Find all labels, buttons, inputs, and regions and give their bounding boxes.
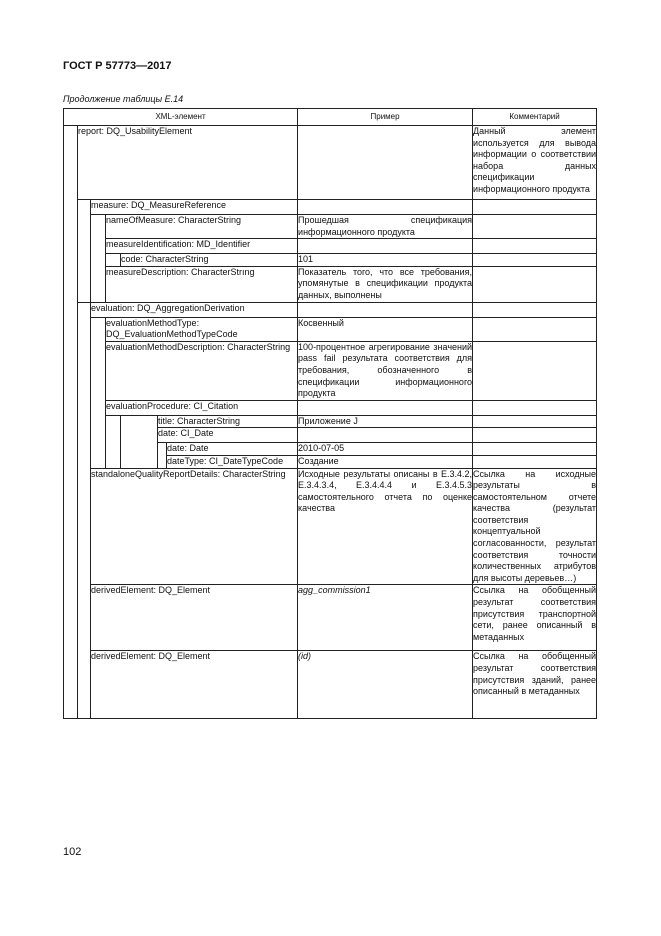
table-row (64, 468, 597, 585)
xml-element-cell: date: Date (167, 443, 298, 456)
example-cell: 100-процентное агрегирование значений pass fail результата соответствия для требования, обозначенного в спецификации информационного продукта (298, 341, 473, 400)
table-row (64, 585, 597, 651)
example-cell: 2010-07-05 (298, 443, 473, 456)
example-cell (298, 126, 473, 200)
comment-cell (473, 341, 597, 400)
xml-element-cell: measure: DQ_MeasureReference (91, 200, 298, 215)
indent-cell (64, 585, 78, 651)
indent-cell (106, 455, 121, 468)
example-cell: Прошедшая спецификация информационного продукта (298, 215, 473, 239)
table-row (64, 266, 597, 302)
xml-element-cell: measureDescription: CharacterStrıng (106, 266, 298, 302)
indent-cell (106, 415, 121, 428)
indent-cell (64, 651, 78, 719)
indent-cell (78, 415, 91, 428)
comment-cell (473, 200, 597, 215)
comment-cell (473, 266, 597, 302)
comment-cell (473, 415, 597, 428)
indent-cell (78, 651, 91, 719)
column-header-example: Пример (298, 109, 473, 126)
column-header-xml-element: XML-элемент (64, 109, 298, 126)
table-row (64, 455, 597, 468)
indent-cell (91, 266, 106, 302)
indent-cell (78, 341, 91, 400)
xml-element-cell: report: DQ_UsabilityElement (78, 126, 298, 200)
indent-cell (121, 443, 158, 456)
column-header-comment: Комментарий (473, 109, 597, 126)
indent-cell (158, 455, 167, 468)
indent-cell (91, 239, 106, 254)
indent-cell (64, 215, 78, 239)
example-cell (298, 400, 473, 415)
indent-cell (64, 415, 78, 428)
comment-cell: Ссылка на обобщенный результат соответствия присутствия транспортной сети, ранее описанный в метаданных (473, 585, 597, 651)
example-cell: (id) (298, 651, 473, 719)
table-row (64, 302, 597, 317)
page-number: 102 (63, 846, 82, 858)
indent-cell (121, 455, 158, 468)
table-row (64, 651, 597, 719)
table-row (64, 400, 597, 415)
document-header: ГОСТ Р 57773—2017 (63, 60, 172, 72)
xml-element-cell: nameOfMeasure: CharacterString (106, 215, 298, 239)
indent-cell (78, 455, 91, 468)
comment-cell (473, 239, 597, 254)
indent-cell (121, 428, 158, 443)
comment-cell: Данный элемент используется для вывода информации о соответствии набора данных спецификации информационного продукта (473, 126, 597, 200)
example-cell: Создание (298, 455, 473, 468)
indent-cell (64, 341, 78, 400)
comment-cell: Ссылка на исходные результаты в самостоятельном отчете качества (результат соответствия концептуальной согласованности, результат соответствия точности количественных атрибутов для высоты деревьев…) (473, 468, 597, 585)
table-row (64, 317, 597, 341)
indent-cell (78, 317, 91, 341)
table-row (64, 239, 597, 254)
example-cell: 101 (298, 254, 473, 267)
xml-element-cell: title: CharacterString (158, 415, 298, 428)
example-cell: agg_commission1 (298, 585, 473, 651)
comment-cell (473, 215, 597, 239)
indent-cell (158, 443, 167, 456)
indent-cell (78, 239, 91, 254)
indent-cell (64, 400, 78, 415)
indent-cell (121, 415, 158, 428)
xml-element-cell: evaluationMethodType: DQ_EvaluationMethodTypeCode (106, 317, 298, 341)
indent-cell (106, 443, 121, 456)
indent-cell (64, 317, 78, 341)
table-row (64, 443, 597, 456)
example-cell: Косвенный (298, 317, 473, 341)
table-row (64, 341, 597, 400)
xml-element-table (63, 108, 597, 719)
indent-cell (64, 239, 78, 254)
comment-cell (473, 443, 597, 456)
table-row (64, 200, 597, 215)
xml-element-cell: date: CI_Date (158, 428, 298, 443)
comment-cell (473, 254, 597, 267)
xml-element-cell: measureIdentification: MD_Identifier (106, 239, 298, 254)
indent-cell (64, 126, 78, 200)
comment-cell (473, 400, 597, 415)
indent-cell (78, 400, 91, 415)
indent-cell (78, 428, 91, 443)
table-row (64, 254, 597, 267)
indent-cell (78, 302, 91, 317)
indent-cell (64, 468, 78, 585)
xml-element-cell: standaloneQualityReportDetails: CharacterString (91, 468, 298, 585)
xml-element-cell: dateType: CI_DateTypeCode (167, 455, 298, 468)
xml-element-cell: derivedElement: DQ_Element (91, 585, 298, 651)
table-header-row (64, 109, 597, 126)
indent-cell (91, 254, 106, 267)
indent-cell (91, 455, 106, 468)
indent-cell (91, 400, 106, 415)
indent-cell (91, 415, 106, 428)
indent-cell (64, 302, 78, 317)
indent-cell (64, 428, 78, 443)
indent-cell (106, 428, 121, 443)
xml-element-cell: evaluation: DQ_AggregationDerivation (91, 302, 298, 317)
table-row (64, 126, 597, 200)
comment-cell (473, 428, 597, 443)
indent-cell (78, 200, 91, 215)
comment-cell (473, 455, 597, 468)
example-cell: Приложение J (298, 415, 473, 428)
table-row (64, 215, 597, 239)
indent-cell (78, 585, 91, 651)
comment-cell: Ссылка на обобщенный результат соответствия присутствия зданий, ранее описанный в метаданных (473, 651, 597, 719)
indent-cell (78, 266, 91, 302)
example-cell (298, 239, 473, 254)
indent-cell (64, 254, 78, 267)
comment-cell (473, 302, 597, 317)
indent-cell (78, 215, 91, 239)
xml-element-cell: evaluationProcedure: CI_Citation (106, 400, 298, 415)
indent-cell (78, 443, 91, 456)
table-row (64, 428, 597, 443)
indent-cell (91, 443, 106, 456)
indent-cell (78, 468, 91, 585)
indent-cell (91, 317, 106, 341)
xml-element-cell: code: CharacterString (121, 254, 298, 267)
table-row (64, 415, 597, 428)
example-cell: Показатель того, что все требования, упомянутые в спецификации продукта данных, выполнены (298, 266, 473, 302)
indent-cell (91, 428, 106, 443)
indent-cell (64, 200, 78, 215)
comment-cell (473, 317, 597, 341)
example-cell (298, 302, 473, 317)
xml-element-cell: evaluationMethodDescription: CharacterString (106, 341, 298, 400)
xml-element-cell: derivedElement: DQ_Element (91, 651, 298, 719)
indent-cell (106, 254, 121, 267)
example-cell (298, 200, 473, 215)
indent-cell (91, 341, 106, 400)
table-continuation-caption: Продолжение таблицы Е.14 (63, 94, 184, 104)
indent-cell (91, 215, 106, 239)
indent-cell (78, 254, 91, 267)
example-cell: Исходные результаты описаны в E.3.4.2, E.3.4.3.4, E.3.4.4.4 и E.3.4.5.3 самостоятельного отчета по оценке качества (298, 468, 473, 585)
indent-cell (64, 455, 78, 468)
example-cell (298, 428, 473, 443)
indent-cell (64, 266, 78, 302)
indent-cell (64, 443, 78, 456)
